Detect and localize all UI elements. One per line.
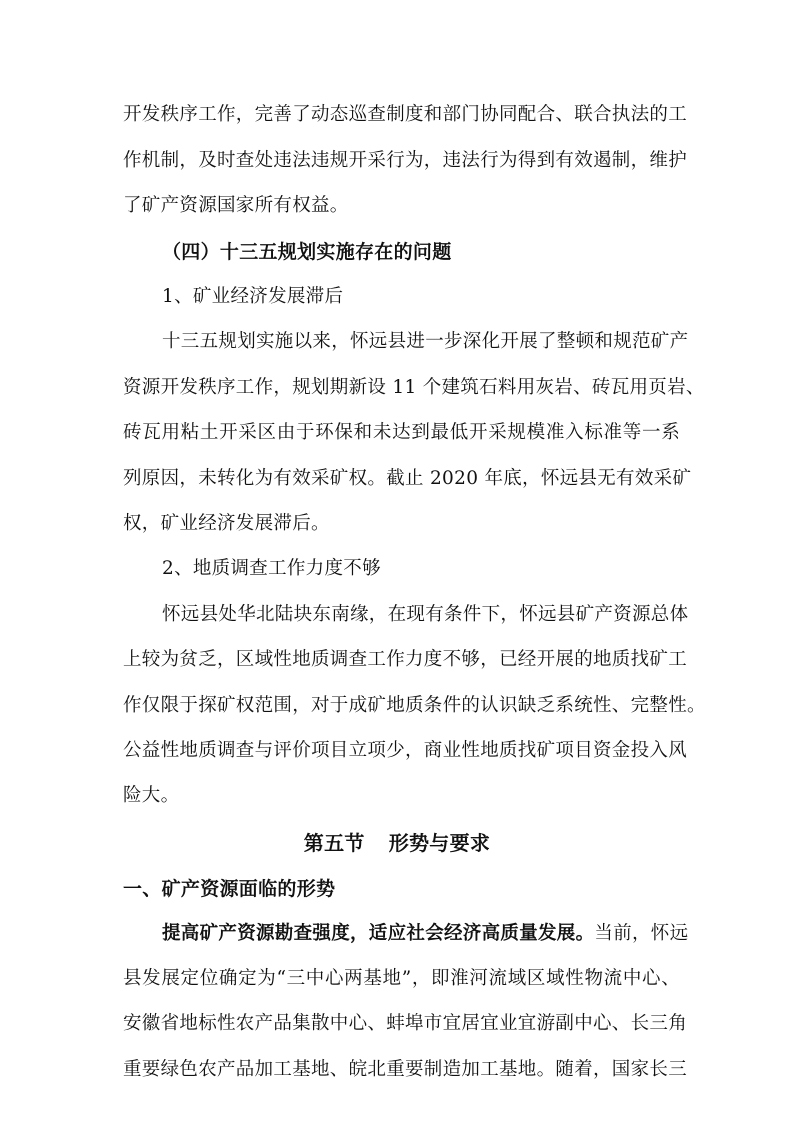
body-text-line: 公益性地质调查与评价项目立项少，商业性地质找矿项目资金投入风	[123, 740, 688, 761]
body-text-line: 安徽省地标性农产品集散中心、蚌埠市宜居宜业宜游副中心、长三角	[123, 1013, 688, 1034]
body-text-line: 上较为贫乏，区域性地质调查工作力度不够，已经开展的地质找矿工	[123, 649, 688, 670]
item-title: 2、地质调查工作力度不够	[162, 558, 381, 579]
lead-rest-text: 当前，怀远	[594, 923, 689, 944]
section-number: 第五节	[303, 831, 365, 855]
body-text-line: 权，矿业经济发展滞后。	[123, 513, 330, 534]
body-text-line: 砖瓦用粘土开采区由于环保和未达到最低开采规模准入标准等一系	[123, 422, 680, 443]
body-text-line: 险大。	[123, 785, 180, 806]
body-text-line: 作机制，及时查处违法违规开采行为，违法行为得到有效遏制，维护	[123, 150, 688, 171]
body-text-line: 了矿产资源国家所有权益。	[123, 195, 349, 216]
lead-paragraph-line	[162, 922, 689, 946]
body-text-line: 县发展定位确定为“三中心两基地”，即淮河流域区域性物流中心、	[123, 968, 680, 989]
item-title: 1、矿业经济发展滞后	[162, 286, 344, 307]
body-text-line: 重要绿色农产品加工基地、皖北重要制造加工基地。随着，国家长三	[123, 1059, 688, 1080]
section-name: 形势与要求	[388, 831, 491, 855]
body-text-line: 资源开发秩序工作，规划期新设 11 个建筑石料用灰岩、砖瓦用页岩、	[123, 377, 705, 398]
section-subheading: 一、矿产资源面临的形势	[123, 878, 336, 900]
body-text-line: 开发秩序工作，完善了动态巡查制度和部门协同配合、联合执法的工	[123, 104, 688, 125]
body-text-line: 列原因，未转化为有效采矿权。截止 2020 年底，怀远县无有效采矿	[123, 468, 692, 489]
subsection-heading: （四）十三五规划实施存在的问题	[162, 241, 452, 263]
body-text-line: 作仅限于探矿权范围，对于成矿地质条件的认识缺乏系统性、完整性。	[123, 695, 706, 716]
lead-bold-text: 提高矿产资源勘查强度，适应社会经济高质量发展。	[162, 923, 595, 944]
section-title	[0, 831, 794, 855]
body-text-line: 十三五规划实施以来，怀远县进一步深化开展了整顿和规范矿产	[162, 331, 689, 352]
body-text-line: 怀远县处华北陆块东南缘，在现有条件下，怀远县矿产资源总体	[162, 604, 689, 625]
